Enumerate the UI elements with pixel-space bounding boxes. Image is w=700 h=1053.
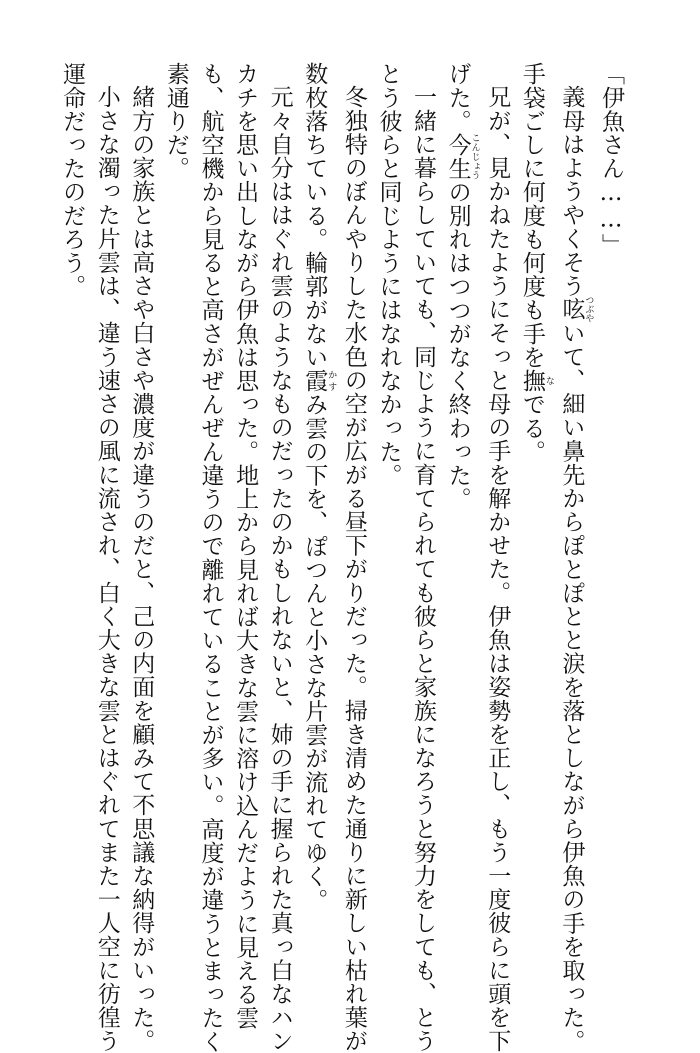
text-segment: いて、細い鼻先からぽとぽとと涙を落としながら伊魚の手を取った。 bbox=[558, 321, 585, 1053]
text-line-12: も、航空機から見ると高さがぜんぜん違うので離れていることが多い。高度が違うとまったく bbox=[197, 62, 224, 1053]
text-line-15: 小さな濁った片雲は、違う速さの風に流され、白く大きな雲とはぐれてまた一人空に彷徨う bbox=[93, 85, 120, 1053]
text-line-1: 「伊魚さん……」 bbox=[598, 62, 624, 257]
text-line-6: 一緒に暮らしていても、同じように育てられても彼らと家族になろうと努力をしても、とう bbox=[410, 85, 437, 1053]
text-line-8: 冬独特のぼんやりした水色の空が広がる昼下がりだった。掃き清めた通りに新しい枯れ葉が bbox=[340, 85, 367, 1053]
text-line-5 bbox=[440, 62, 480, 962]
text-line-9 bbox=[297, 62, 337, 962]
text-segment: 義母はようやくそう bbox=[558, 85, 585, 298]
text-line-4: 兄が、見かねたようにそっと母の手を解かせた。伊魚は姿勢を正し、もう一度彼らに頭を下 bbox=[484, 85, 511, 1053]
text-line-16: 運命だったのだろう。 bbox=[59, 62, 86, 298]
text-line-10: 元々自分ははぐれ雲のようなものだったのかもしれないと、姉の手に握られた真っ白なハン bbox=[266, 85, 293, 1053]
text-segment: 手袋ごしに何度も何度も手を bbox=[518, 62, 545, 369]
ruby-tsubuyaki: 呟 つぶや bbox=[558, 295, 594, 323]
text-line-2 bbox=[554, 62, 594, 1053]
text-segment: 数枚落ちている。輪郭がない bbox=[301, 62, 328, 369]
text-segment: の別れはつつがなく終わった。 bbox=[444, 180, 471, 511]
text-segment: み雲の下を、ぽつんと小さな片雲が流れてゆく。 bbox=[301, 392, 328, 912]
text-line-11: カチを思い出しながら伊魚は思った。地上から見れば大きな雲に溶け込んだように見える雲 bbox=[232, 62, 259, 1030]
ruby-naderu: 撫 な bbox=[518, 368, 554, 393]
text-line-7: とう彼らと同じようにはなれなかった。 bbox=[375, 62, 402, 487]
text-line-13: 素通りだ。 bbox=[162, 62, 189, 180]
text-segment: でる。 bbox=[518, 392, 545, 464]
ruby-konjou: 今生 こんじょう bbox=[444, 132, 480, 181]
text-line-14: 緒方の家族とは高さや白さや濃度が違うのだと、己の内面を顧みて不思議な納得がいった。 bbox=[128, 85, 155, 1053]
text-segment: げた。 bbox=[444, 62, 471, 133]
ruby-kasumi: 霞 かす bbox=[301, 368, 337, 393]
text-line-3 bbox=[514, 62, 554, 962]
vertical-text-block bbox=[55, 62, 629, 1053]
